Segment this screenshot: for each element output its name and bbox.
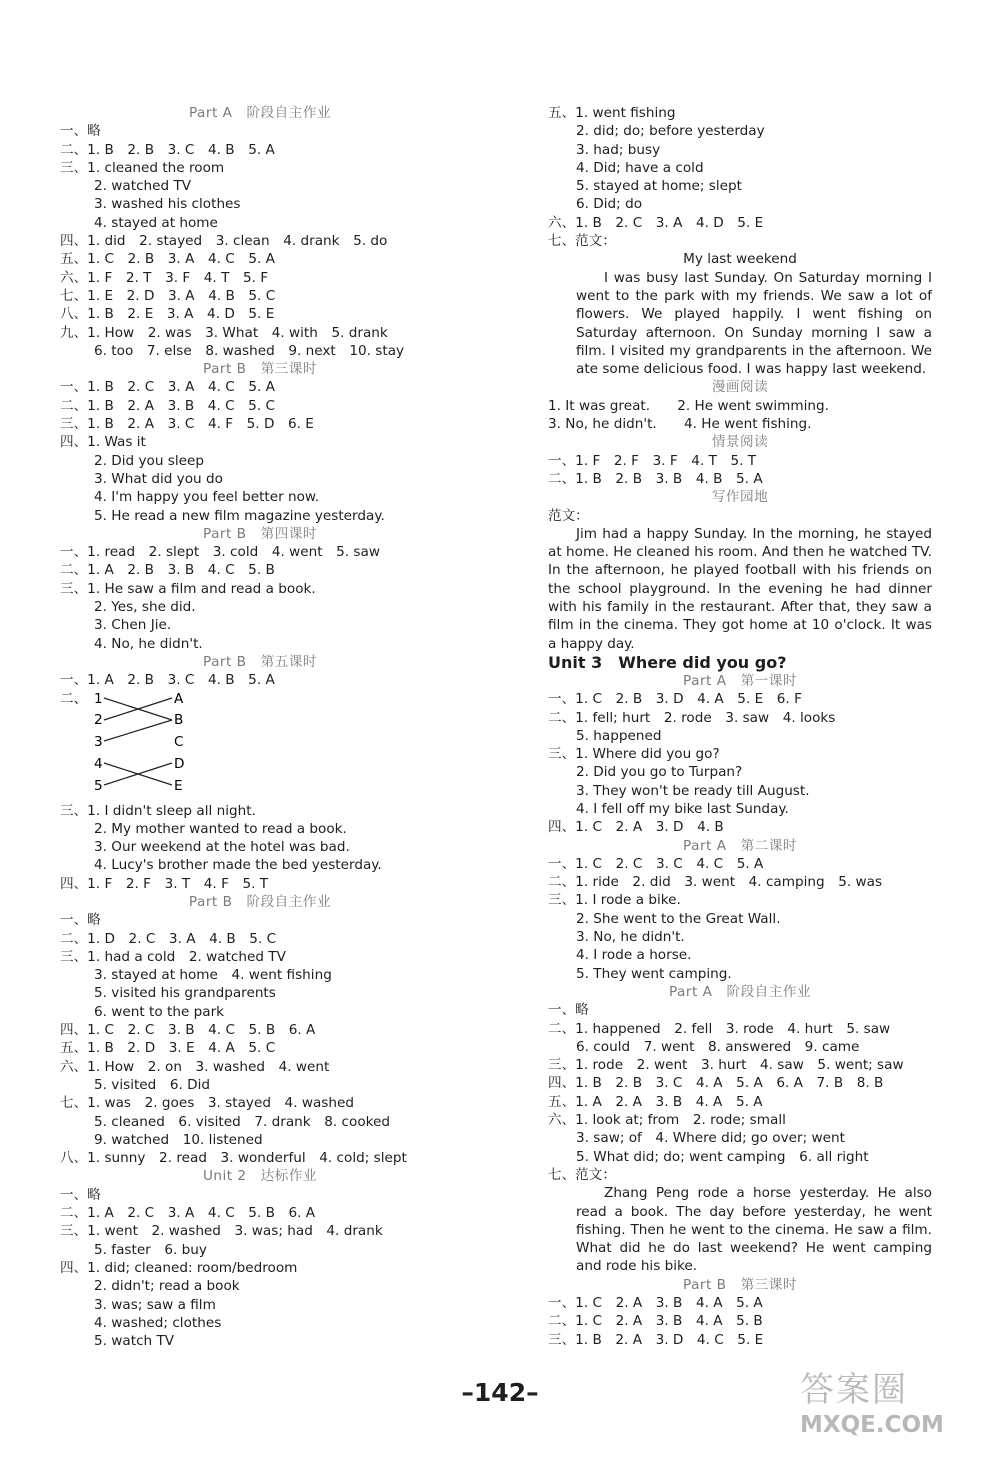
essay-paragraph: I was busy last Sunday. On Saturday morning I went to the park with my friends. We saw a lot of flowers. We played happily. I went fishing on Saturday afternoon. On Sunday morning I saw a film. I visited my grandparents in the afternoon. We ate some delicious food. I was happy last weekend. xyxy=(576,269,932,378)
answer-line: 1. It was great. 2. He went swimming. xyxy=(548,397,830,414)
watermark-logo xyxy=(800,1370,996,1452)
answer-line: 2. watched TV xyxy=(94,178,192,195)
match-line xyxy=(104,720,172,741)
section-title: Part B 阶段自主作业 xyxy=(188,893,332,910)
section-title: Unit 2 达标作业 xyxy=(202,1168,318,1185)
section-title: Part B 第三课时 xyxy=(203,361,317,378)
match-right-label: D xyxy=(174,755,185,772)
answer-line: 2. did; do; before yesterday xyxy=(576,123,765,140)
answer-line: 3. was; saw a film xyxy=(94,1296,216,1313)
answer-line: 4. Lucy's brother made the bed yesterday. xyxy=(94,857,382,874)
answer-line: 4. I fell off my bike last Sunday. xyxy=(576,800,789,817)
answer-line: 四、1. Was it xyxy=(60,434,146,451)
answer-line: 四、1. did; cleaned: room/bedroom xyxy=(60,1259,298,1276)
answer-line: 二、1. D 2. C 3. A 4. B 5. C xyxy=(60,930,277,947)
answer-line: 三、1. He saw a film and read a book. xyxy=(60,580,316,597)
match-prefix: 二、 xyxy=(60,690,88,707)
section-title: Part B 第四课时 xyxy=(203,525,317,542)
answer-line: 2. My mother wanted to read a book. xyxy=(94,820,347,837)
answer-line: 一、1. C 2. B 3. D 4. A 5. E 6. F xyxy=(548,691,802,708)
answer-line: 三、1. Where did you go? xyxy=(548,746,720,763)
matching-lines xyxy=(60,690,220,802)
answer-line: 四、1. C 2. A 3. D 4. B xyxy=(548,819,724,836)
answer-line: 2. Did you sleep xyxy=(94,452,204,469)
match-left-label: 4 xyxy=(94,755,103,772)
answer-line: 三、1. rode 2. went 3. hurt 4. saw 5. went; saw xyxy=(548,1057,904,1074)
matching-diagram xyxy=(60,690,460,794)
answer-line: 4. washed; clothes xyxy=(94,1314,222,1331)
watermark-url: MXQE.COM xyxy=(800,1412,944,1438)
answer-line: 6. Did; do xyxy=(576,196,643,213)
answer-line: 八、1. sunny 2. read 3. wonderful 4. cold; slept xyxy=(60,1150,407,1167)
answer-line: 6. went to the park xyxy=(94,1003,225,1020)
match-right-label: C xyxy=(174,733,184,750)
answer-line: 三、1. B 2. A 3. C 4. F 5. D 6. E xyxy=(60,416,314,433)
answer-line: 2. didn't; read a book xyxy=(94,1278,240,1295)
unit-heading: Unit 3 Where did you go? xyxy=(548,652,787,672)
answer-line: 一、1. C 2. A 3. B 4. A 5. A xyxy=(548,1295,763,1311)
section-title: 漫画阅读 xyxy=(711,379,769,396)
answer-line: 五、1. A 2. A 3. B 4. A 5. A xyxy=(548,1093,763,1110)
answer-line: 5. faster 6. buy xyxy=(94,1241,207,1258)
answer-line: 六、1. F 2. T 3. F 4. T 5. F xyxy=(60,269,269,286)
match-left-label: 2 xyxy=(94,711,103,728)
answer-line: 一、略 xyxy=(60,1186,101,1203)
section-title: Part A 第二课时 xyxy=(683,837,797,854)
answer-line: 3. washed his clothes xyxy=(94,196,241,213)
answer-line: 一、略 xyxy=(60,123,101,140)
section-title: 写作园地 xyxy=(711,489,769,506)
match-right-label: A xyxy=(174,690,184,707)
match-left-label: 3 xyxy=(94,733,103,750)
answer-line: 4. Did; have a cold xyxy=(576,159,704,176)
essay-paragraph: Jim had a happy Sunday. In the morning, he stayed at home. He cleaned his room. And then he watched TV. In the afternoon, he played football with his friends on the school playground. In the evening he had dinner with his family in the restaurant. After that, they saw a film in the cinema. They got home at 10 o'clock. It was a happy day. xyxy=(548,525,932,652)
answer-line: 6. too 7. else 8. washed 9. next 10. stay xyxy=(94,342,405,359)
answer-line: 六、1. look at; from 2. rode; small xyxy=(548,1112,786,1129)
answer-line: 一、略 xyxy=(60,912,101,929)
answer-line: 六、1. How 2. on 3. washed 4. went xyxy=(60,1058,330,1075)
section-title: Part A 阶段自主作业 xyxy=(188,105,332,121)
answer-line: 一、1. F 2. F 3. F 4. T 5. T xyxy=(548,452,757,469)
answer-line: 七、1. was 2. goes 3. stayed 4. washed xyxy=(60,1095,354,1112)
answer-line: 3. Our weekend at the hotel was bad. xyxy=(94,839,350,856)
section-title: Part B 第五课时 xyxy=(203,653,317,670)
answer-line: 4. No, he didn't. xyxy=(94,635,203,652)
section-title: 情景阅读 xyxy=(711,434,769,451)
answer-line: 5. stayed at home; slept xyxy=(576,178,742,195)
answer-line: 二、1. A 2. C 3. A 4. C 5. B 6. A xyxy=(60,1205,316,1222)
answer-line: 3. stayed at home 4. went fishing xyxy=(94,967,332,984)
answer-line: 二、1. B 2. A 3. B 4. C 5. C xyxy=(60,397,275,414)
match-left-label: 5 xyxy=(94,777,103,794)
answer-line: 5. watch TV xyxy=(94,1333,175,1350)
answer-line: 5. happened xyxy=(576,727,662,744)
answer-line: 3. No, he didn't. xyxy=(576,929,685,946)
answer-line: 范文： xyxy=(548,507,589,524)
answer-line: 四、1. did 2. stayed 3. clean 4. drank 5. do xyxy=(60,233,388,250)
answer-line: 九、1. How 2. was 3. What 4. with 5. drank xyxy=(60,324,388,341)
answer-line: 2. She went to the Great Wall. xyxy=(576,910,781,927)
answer-line: 四、1. B 2. B 3. C 4. A 5. A 6. A 7. B 8. B xyxy=(548,1075,884,1092)
answer-line: 2. Yes, she did. xyxy=(94,599,196,616)
page-number: –142– xyxy=(461,1378,539,1407)
answer-line: 六、1. B 2. C 3. A 4. D 5. E xyxy=(548,214,764,231)
answer-line: 5. visited his grandparents xyxy=(94,985,276,1002)
answer-line: 四、1. F 2. F 3. T 4. F 5. T xyxy=(60,875,269,892)
answer-line: 2. Did you go to Turpan? xyxy=(576,764,743,781)
answer-line: 七、范文： xyxy=(548,233,616,250)
answer-line: 4. I'm happy you feel better now. xyxy=(94,489,320,506)
answer-line: 一、1. B 2. C 3. A 4. C 5. A xyxy=(60,379,275,396)
answer-line: 三、1. went 2. washed 3. was; had 4. drank xyxy=(60,1223,383,1240)
answer-line: 5. What did; do; went camping 6. all right xyxy=(576,1148,869,1165)
answer-line: 二、1. B 2. B 3. C 4. B 5. A xyxy=(60,141,275,158)
answer-line: 6. could 7. went 8. answered 9. came xyxy=(576,1038,860,1055)
answer-line: 5. He read a new film magazine yesterday. xyxy=(94,507,385,524)
answer-line: 3. What did you do xyxy=(94,470,223,487)
answer-line: 三、1. cleaned the room xyxy=(60,159,225,176)
essay-title: My last weekend xyxy=(683,251,797,268)
watermark-logo-text: 答案圈 xyxy=(800,1370,908,1410)
answer-line: 二、1. B 2. B 3. B 4. B 5. A xyxy=(548,470,763,487)
match-left-label: 1 xyxy=(94,690,103,707)
answer-line: 五、1. B 2. D 3. E 4. A 5. C xyxy=(60,1040,276,1057)
answer-line: 四、1. C 2. C 3. B 4. C 5. B 6. A xyxy=(60,1022,316,1039)
left-column xyxy=(60,104,460,1350)
section-title: Part A 第一课时 xyxy=(683,672,797,689)
answer-line: 二、1. happened 2. fell 3. rode 4. hurt 5. saw xyxy=(548,1020,891,1037)
answer-line: 5. cleaned 6. visited 7. drank 8. cooked xyxy=(94,1113,391,1130)
answer-line: 八、1. B 2. E 3. A 4. D 5. E xyxy=(60,306,275,323)
answer-line: 一、1. C 2. C 3. C 4. C 5. A xyxy=(548,855,764,872)
answer-line: 5. visited 6. Did xyxy=(94,1076,211,1093)
answer-line: 一、略 xyxy=(548,1002,589,1019)
answer-line: 5. They went camping. xyxy=(576,965,732,982)
match-right-label: E xyxy=(174,777,183,794)
match-right-label: B xyxy=(174,711,184,728)
answer-line: 二、1. fell; hurt 2. rode 3. saw 4. looks xyxy=(548,709,836,726)
answer-line: 三、1. B 2. A 3. D 4. C 5. E xyxy=(548,1331,764,1348)
answer-line: 3. They won't be ready till August. xyxy=(576,782,810,799)
answer-line: 9. watched 10. listened xyxy=(94,1131,263,1148)
answer-line: 七、范文： xyxy=(548,1166,616,1183)
answer-line: 3. had; busy xyxy=(576,141,661,158)
answer-line: 七、1. E 2. D 3. A 4. B 5. C xyxy=(60,287,276,304)
answer-line: 三、1. I rode a bike. xyxy=(548,892,681,909)
answer-line: 一、1. A 2. B 3. C 4. B 5. A xyxy=(60,672,275,689)
essay-paragraph: Zhang Peng rode a horse yesterday. He also read a book. The day before yesterday, he went fishing. Then he went to the cinema. He saw a film. What did he do last weekend? He went camping and rode his bike. xyxy=(576,1185,932,1275)
answer-line: 三、1. had a cold 2. watched TV xyxy=(60,948,286,965)
section-title: Part A 阶段自主作业 xyxy=(668,983,812,1000)
answer-line: 五、1. C 2. B 3. A 4. C 5. A xyxy=(60,251,275,268)
answer-line: 一、1. read 2. slept 3. cold 4. went 5. saw xyxy=(60,544,380,561)
section-title: Part B 第三课时 xyxy=(683,1276,797,1293)
answer-line: 二、1. ride 2. did 3. went 4. camping 5. was xyxy=(548,874,883,891)
answer-line: 4. stayed at home xyxy=(94,214,218,231)
answer-line: 3. Chen Jie. xyxy=(94,617,172,634)
answer-line: 二、1. C 2. A 3. B 4. A 5. B xyxy=(548,1313,763,1330)
answer-line: 二、1. A 2. B 3. B 4. C 5. B xyxy=(60,562,275,579)
answer-line: 三、1. I didn't sleep all night. xyxy=(60,802,256,819)
answer-line: 3. saw; of 4. Where did; go over; went xyxy=(576,1130,845,1147)
answer-line: 五、1. went fishing xyxy=(548,105,676,121)
answer-line: 4. I rode a horse. xyxy=(576,947,692,964)
answer-line: 3. No, he didn't. 4. He went fishing. xyxy=(548,416,812,433)
right-column xyxy=(548,104,932,1349)
